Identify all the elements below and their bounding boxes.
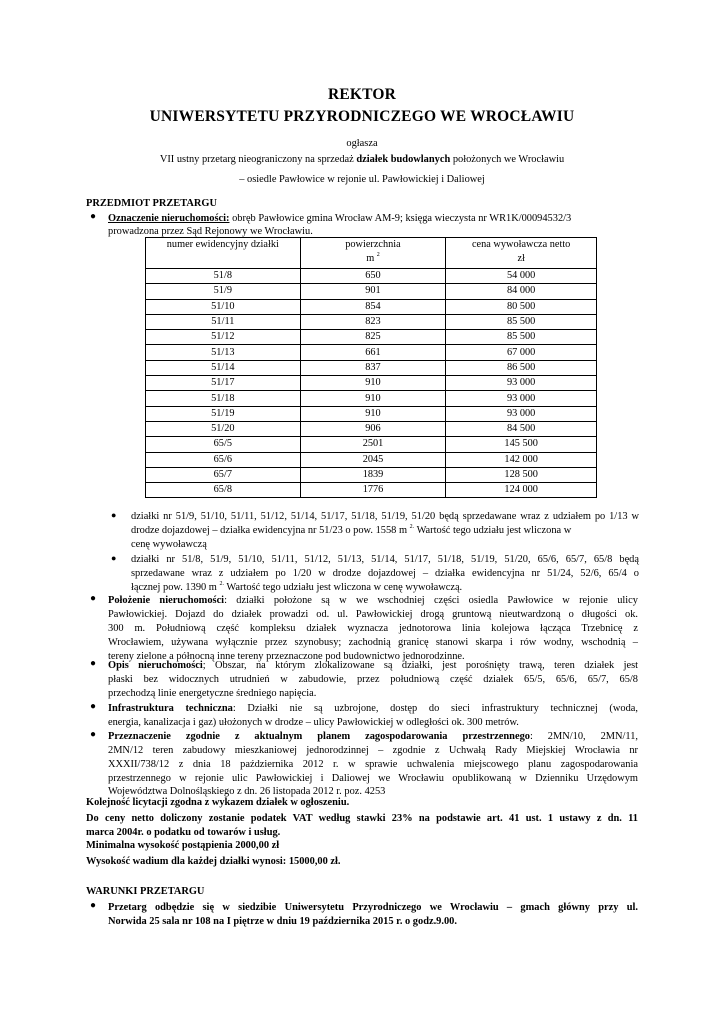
intro-bold: działek budowlanych — [356, 154, 451, 165]
description-item-label: Opis nieruchomości — [108, 660, 203, 671]
area-cell: 910 — [300, 391, 446, 406]
order-note: Kolejność licytacji zgodna z wykazem działek w ogłoszeniu. — [86, 797, 350, 808]
table-row — [146, 467, 597, 482]
plot-number-cell: 51/12 — [146, 330, 301, 345]
area-cell: 825 — [300, 330, 446, 345]
location-item-l1: : działki położone są w we wschodniej części osiedla Pawłowice w rejonie ulicy — [224, 595, 638, 606]
sub2-line1: działki nr 51/8, 51/9, 51/10, 51/11, 51/12, 51/13, 51/14, 51/17, 51/18, 51/19, 51/20, 65/6, 65/7, 65/8 będą — [131, 554, 639, 565]
header-area-label: powierzchnia — [345, 239, 401, 250]
conditions-line2: Norwida 25 sala nr 108 na I piętrze w dniu 19 października 2015 r. o godz.9.00. — [108, 916, 457, 927]
plan-item-line2: 2MN/12 teren zabudowy mieszkaniowej jednorodzinnej – zgodnie z Uchwałą Rady Miejskiej Wrocławia nr — [108, 745, 638, 756]
infrastructure-item-l1: : Działki nie są uzbrojone, dostęp do sieci infrastruktury technicznej (woda, — [232, 703, 638, 714]
infrastructure-item-line1 — [108, 702, 638, 715]
plot-number-cell: 51/9 — [146, 284, 301, 299]
subject-heading: PRZEDMIOT PRZETARGU — [86, 198, 217, 209]
designation-line1 — [108, 212, 571, 225]
plot-number-cell: 65/7 — [146, 467, 301, 482]
sub2-line3-text: łącznej pow. 1390 m — [131, 582, 217, 593]
area-unit: m — [366, 253, 375, 264]
area-cell: 910 — [300, 406, 446, 421]
area-cell: 910 — [300, 376, 446, 391]
table-row — [146, 483, 597, 498]
plot-number-cell: 51/18 — [146, 391, 301, 406]
plan-item-line5: Województwa Dolnośląskiego z dn. 26 listopada 2012 r. poz. 4253 — [108, 786, 386, 797]
intro-before: VII ustny przetarg nieograniczony na sprzedaż — [159, 154, 357, 165]
conditions-line1: Przetarg odbędzie się w siedzibie Uniwersytetu Przyrodniczego we Wrocławiu – gmach główny przy ul. — [108, 902, 638, 913]
bullet-icon: ● — [90, 658, 97, 669]
area-unit-sup: 2 — [376, 252, 380, 258]
price-cell: 93 000 — [446, 406, 597, 421]
price-cell: 93 000 — [446, 376, 597, 391]
price-cell: 54 000 — [446, 269, 597, 284]
title-rector: REKTOR — [327, 86, 397, 103]
description-item-l1: ; Obszar, na którym zlokalizowane są działki, jest porośnięty trawą, teren działek jest — [202, 660, 638, 671]
area-cell: 901 — [300, 284, 446, 299]
area-cell: 837 — [300, 360, 446, 375]
vat-note-line1: Do ceny netto doliczony zostanie podatek VAT według stawki 23% na podstawie art. 41 ust. 1 ustawy z dn. 11 — [86, 813, 638, 824]
location-item-line3: 300 m. Południową część kompleksu działek wyznacza jednotorowa linia kolejowa łącząca Trzebnicę z — [108, 623, 638, 634]
plot-number-cell: 51/11 — [146, 314, 301, 329]
area-cell: 650 — [300, 269, 446, 284]
sub2-line3 — [131, 581, 462, 594]
price-cell: 93 000 — [446, 391, 597, 406]
table-row — [146, 345, 597, 360]
designation-line2: prowadzona przez Sąd Rejonowy we Wrocławiu. — [108, 226, 313, 237]
plot-number-cell: 65/5 — [146, 437, 301, 452]
plan-item-line4: przestrzennego w rejonie ulic Pawłowickiej i Daliowej we Wrocławiu opublikowaną w Dzienniku Urzędowym — [108, 773, 638, 784]
sub-bullet-icon: ● — [111, 553, 117, 563]
sub2-line3-sup: 2. — [219, 581, 224, 587]
infrastructure-item-line2: energia, kanalizacja i gaz) ułożonych w drodze – ulicy Pawłowickiej w odległości ok. 300 metrów. — [108, 717, 519, 728]
sub2-line2: sprzedawane wraz z udziałem po 1/20 w drodze dojazdowej – działka ewidencyjna nr 51/24, 52/6, 65/4 o — [131, 568, 639, 579]
price-cell: 124 000 — [446, 483, 597, 498]
area-cell: 1776 — [300, 483, 446, 498]
infrastructure-item-label: Infrastruktura techniczna — [108, 703, 233, 714]
location-item-line5: tereny zielone a północną inne tereny przeznaczone pod budownictwo jednorodzinne. — [108, 651, 465, 662]
table-row — [146, 406, 597, 421]
sub1-line2-tail: Wartość tego udziału jest wliczona w — [414, 525, 572, 536]
price-cell: 80 500 — [446, 299, 597, 314]
table-row — [146, 452, 597, 467]
description-item-line2: płaski bez widocznych utrudnień w zabudowie, przez południową część działek 65/5, 65/6, 65/7, 65/8 — [108, 674, 638, 685]
description-item-line1 — [108, 659, 638, 672]
price-cell: 67 000 — [446, 345, 597, 360]
price-cell: 86 500 — [446, 360, 597, 375]
vat-note-line2: marca 2004r. o podatku od towarów i usług. — [86, 827, 281, 838]
area-cell: 823 — [300, 314, 446, 329]
plot-number-cell: 65/6 — [146, 452, 301, 467]
header-price-label: cena wywoławcza netto — [471, 239, 571, 250]
area-cell: 661 — [300, 345, 446, 360]
sub1-line3: cenę wywoławczą — [131, 539, 207, 550]
plan-item-l1: : 2MN/10, 2MN/11, — [529, 731, 638, 742]
price-cell: 85 500 — [446, 314, 597, 329]
intro-text — [0, 153, 724, 166]
conditions-heading: WARUNKI PRZETARGU — [86, 886, 205, 897]
table-row — [146, 360, 597, 375]
location-item-line2: Pawłowickiej. Dojazd do działek prowadzi od. ul. Pawłowickiej drogą gruntową nieutwardzoną o długości ok. — [108, 609, 638, 620]
plan-item-label: Przeznaczenie zgodnie z aktualnym planem zagospodarowania przestrzennego — [108, 731, 530, 742]
location-item-label: Położenie nieruchomości — [108, 595, 225, 606]
plot-number-cell: 51/20 — [146, 421, 301, 436]
location-item-line4: Wrocławiem, używana wyłącznie przez szynobusy; zachodnią granicę stanowi skarpa i rów wodny, wschodnią – — [108, 637, 638, 648]
location-text: – osiedle Pawłowice w rejonie ul. Pawłowickiej i Daliowej — [239, 174, 485, 185]
plots-table-body — [146, 269, 597, 498]
price-cell: 145 500 — [446, 437, 597, 452]
bullet-icon: ● — [90, 701, 97, 712]
plan-item-line3: XXXII/738/12 z dnia 18 października 2012 r. w sprawie uchwalenia miejscowego planu zagospodarowania — [108, 759, 638, 770]
price-cell: 84 000 — [446, 284, 597, 299]
table-row — [146, 437, 597, 452]
header-price-unit: zł — [517, 253, 525, 264]
plot-number-cell: 51/14 — [146, 360, 301, 375]
intro-after: położonych we Wrocławiu — [450, 154, 565, 165]
sub1-line2 — [131, 524, 571, 537]
sub2-line3-tail: Wartość tego udziału jest wliczona w cenę wywoławczą. — [224, 582, 463, 593]
table-row — [146, 284, 597, 299]
description-item-line3: przechodzą linie energetyczne średniego napięcia. — [108, 688, 317, 699]
table-row — [146, 269, 597, 284]
plot-number-cell: 51/17 — [146, 376, 301, 391]
bullet-icon: ● — [90, 593, 97, 604]
bullet-icon: ● — [90, 729, 97, 740]
plot-number-cell: 51/8 — [146, 269, 301, 284]
bullet-icon: ● — [90, 900, 97, 911]
table-header-row — [146, 238, 597, 269]
header-area-unit — [301, 252, 446, 266]
plot-number-cell: 51/19 — [146, 406, 301, 421]
price-cell: 142 000 — [446, 452, 597, 467]
sub1-line2-text: drodze dojazdowej – działka ewidencyjna nr 51/23 o pow. 1558 m — [131, 525, 408, 536]
designation-text: obręb Pawłowice gmina Wrocław AM-9; księga wieczysta nr WR1K/00094532/3 — [229, 213, 572, 224]
price-cell: 84 500 — [446, 421, 597, 436]
price-cell: 128 500 — [446, 467, 597, 482]
min-increment-note: Minimalna wysokość postąpienia 2000,00 zł — [86, 840, 280, 851]
area-cell: 2501 — [300, 437, 446, 452]
plots-table — [145, 237, 597, 498]
table-row — [146, 330, 597, 345]
area-cell: 906 — [300, 421, 446, 436]
sub1-line1: działki nr 51/9, 51/10, 51/11, 51/12, 51/14, 51/17, 51/18, 51/19, 51/20 będą sprzedawane wraz z udziałem po 1/13 w — [131, 511, 639, 522]
header-plot-number: numer ewidencyjny działki — [146, 238, 301, 269]
plot-number-cell: 65/8 — [146, 483, 301, 498]
header-area — [300, 238, 446, 269]
sub-bullet-icon: ● — [111, 510, 117, 520]
deposit-note: Wysokość wadium dla każdej działki wynosi: 15000,00 zł. — [86, 856, 341, 867]
plot-number-cell: 51/13 — [146, 345, 301, 360]
area-cell: 1839 — [300, 467, 446, 482]
bullet-icon: ● — [90, 211, 97, 222]
price-cell: 85 500 — [446, 330, 597, 345]
table-row — [146, 421, 597, 436]
plan-item-line1 — [108, 730, 638, 743]
announces-text: ogłasza — [346, 138, 378, 149]
table-row — [146, 391, 597, 406]
table-row — [146, 299, 597, 314]
area-cell: 2045 — [300, 452, 446, 467]
plot-number-cell: 51/10 — [146, 299, 301, 314]
title-university: UNIWERSYTETU PRZYRODNICZEGO WE WROCŁAWIU — [149, 108, 575, 125]
table-row — [146, 376, 597, 391]
header-price — [446, 238, 597, 269]
table-row — [146, 314, 597, 329]
area-cell: 854 — [300, 299, 446, 314]
location-item-line1 — [108, 594, 638, 607]
sub1-line2-sup: 2. — [409, 524, 415, 530]
designation-label: Oznaczenie nieruchomości: — [108, 213, 230, 224]
